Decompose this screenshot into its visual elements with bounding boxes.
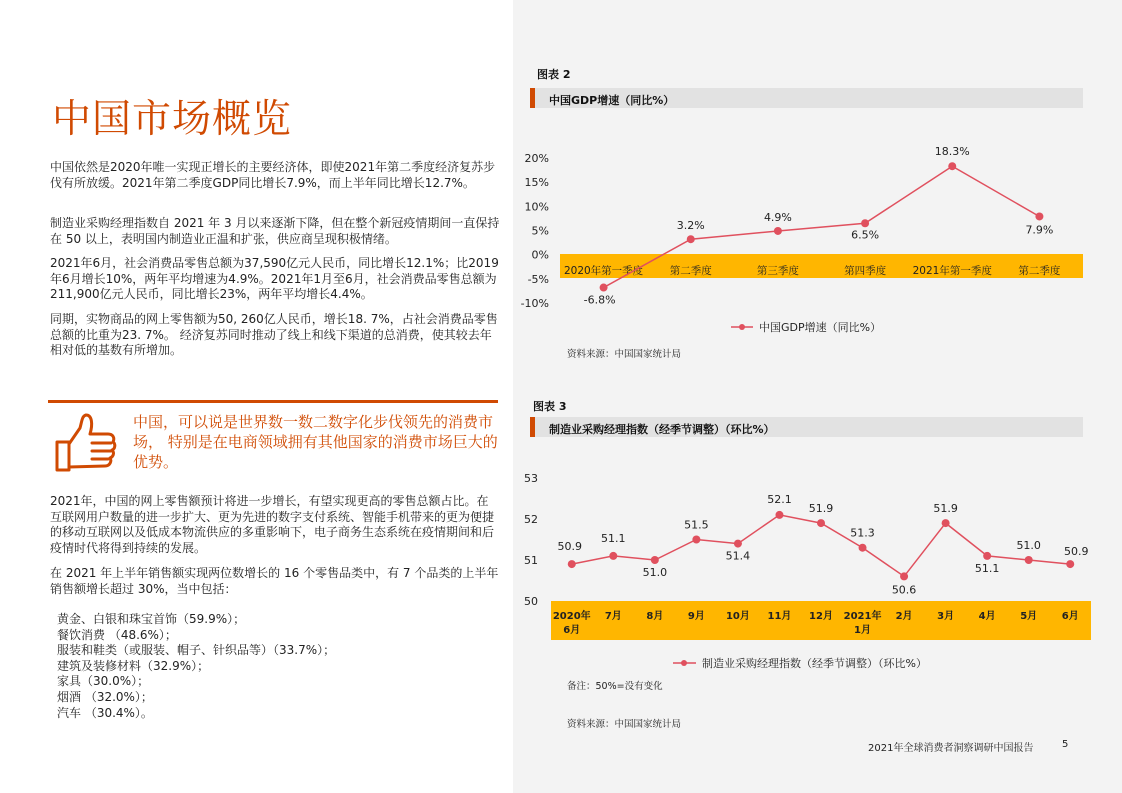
page-title: 中国市场概览 xyxy=(52,97,293,142)
data-label: -6.8% xyxy=(583,293,616,307)
data-point xyxy=(859,544,867,552)
x-category-label: 7月 xyxy=(604,611,622,622)
thumbs-up-icon xyxy=(52,412,118,474)
data-label: 51.1 xyxy=(601,531,626,545)
figure-3-header xyxy=(530,417,1083,437)
data-label: 51.5 xyxy=(684,518,709,532)
pmi-chart xyxy=(513,462,1093,672)
figure-2-accent xyxy=(530,88,535,108)
x-category-label: 6月 xyxy=(563,625,581,636)
x-category-label: 5月 xyxy=(1020,611,1038,622)
data-point xyxy=(900,572,908,580)
data-label: 18.3% xyxy=(934,145,970,159)
data-point xyxy=(651,556,659,564)
y-tick-label: 52 xyxy=(524,513,538,526)
x-category-label: 3月 xyxy=(937,611,955,622)
data-point xyxy=(687,235,695,243)
data-point xyxy=(692,536,700,544)
x-category-label: 第四季度 xyxy=(844,265,887,277)
x-category-label: 8月 xyxy=(646,611,664,622)
data-label: 51.9 xyxy=(808,502,834,516)
data-label: 51.4 xyxy=(725,549,751,563)
figure-2-header xyxy=(530,88,1083,108)
x-category-label: 第二季度 xyxy=(1018,265,1061,277)
x-category-label: 2020年 xyxy=(552,611,591,622)
y-tick-label: 51 xyxy=(524,554,538,567)
data-label: 51.9 xyxy=(933,502,958,516)
x-category-label: 第二季度 xyxy=(669,265,712,277)
right-panel xyxy=(513,0,1122,793)
data-point xyxy=(948,162,956,170)
data-label: 52.1 xyxy=(767,492,792,506)
x-category-label: 2月 xyxy=(895,611,913,622)
x-category-label: 9月 xyxy=(687,611,705,622)
legend-label: 制造业采购经理指数（经季节调整）（环比%） xyxy=(702,657,927,670)
category-item: 服装和鞋类（或服装、帽子、针织品等）（33.7%）； xyxy=(57,643,336,658)
data-label: 50.9 xyxy=(557,540,583,554)
data-point xyxy=(1035,212,1043,220)
data-point xyxy=(861,219,869,227)
y-tick-label: 5% xyxy=(531,224,549,238)
category-item: 汽车 （30.4%）。 xyxy=(57,705,153,720)
data-label: 51.3 xyxy=(850,526,875,540)
data-label: 50.6 xyxy=(891,583,917,597)
data-label: 6.5% xyxy=(851,228,880,242)
data-label: 3.2% xyxy=(676,219,705,233)
page-number: 5 xyxy=(1062,739,1069,750)
callout-text: 中国，可以说是世界数一数二数字化步伐领先的消费市场， 特别是在电商领域拥有其他国家的消费市场巨大的优势。 xyxy=(133,413,498,471)
y-tick-label: 53 xyxy=(524,472,538,485)
ecommerce-paragraph: 2021年，中国的网上零售额预计将进一步增长，有望实现更高的零售总额占比。在互联网用户数量的进一步扩大、更为先进的数字支付系统、智能手机带来的更为便捷的移动互联网以及低成本物流供应的多重影响下，电子商务生态系统在疫情期间和后疫情时代将得到持续的发展。 xyxy=(50,494,495,555)
footer-title: 2021年全球消费者洞察调研中国报告 xyxy=(868,743,1034,754)
y-tick-label: -5% xyxy=(527,272,549,286)
x-category-label: 2021年 xyxy=(843,611,882,622)
x-category-label: 11月 xyxy=(767,611,792,622)
data-label: 51.0 xyxy=(642,566,668,579)
data-label: 4.9% xyxy=(763,210,792,224)
intro-paragraph-2: 制造业采购经理指数自 2021 年 3 月以来逐渐下降，但在整个新冠疫情期间一直保持在 50 以上，表明国内制造业正温和扩张，供应商呈现积极情绪。 xyxy=(50,216,500,246)
category-item: 家具（30.0%）； xyxy=(57,674,150,689)
legend-label: 中国GDP增速（同比%） xyxy=(759,321,882,334)
x-category-label: 12月 xyxy=(809,611,833,622)
x-category-label: 1月 xyxy=(854,625,872,636)
category-item: 黄金、白银和珠宝首饰（59.9%）； xyxy=(57,612,246,626)
figure-2-title: 中国GDP增速（同比%） xyxy=(549,94,675,107)
figure-3-note: 备注：50%=没有变化 xyxy=(567,681,663,692)
data-label: 51.0 xyxy=(1016,539,1041,552)
x-category-label: 6月 xyxy=(1061,611,1079,622)
y-tick-label: 15% xyxy=(524,176,549,190)
legend-marker xyxy=(681,660,687,666)
data-label: 50.9 xyxy=(1063,545,1089,559)
figure-3-title: 制造业采购经理指数（经季节调整）（环比%） xyxy=(549,423,775,436)
figure-3-accent xyxy=(530,417,535,437)
category-item: 烟酒 （32.0%）； xyxy=(57,689,153,704)
data-point xyxy=(1025,556,1033,564)
x-category-label: 第三季度 xyxy=(756,265,799,277)
category-item: 餐饮消费 （48.6%）； xyxy=(57,627,177,642)
data-point xyxy=(609,552,617,560)
categories-list xyxy=(57,612,497,721)
data-point xyxy=(1066,560,1074,568)
x-category-label: 10月 xyxy=(725,611,750,622)
intro-paragraph-3: 2021年6月，社会消费品零售总额为37,590亿元人民币，同比增长12.1%；比2019年6月增长10%，两年平均增速为4.9%。2021年1月至6月，社会消费品零售总额为211,900亿元人民币，同比增长23%，两年平均增长4.4%。 xyxy=(50,256,499,301)
data-point xyxy=(942,519,950,527)
y-tick-label: 50 xyxy=(524,595,538,608)
category-item: 建筑及装修材料（32.9%）； xyxy=(57,658,210,673)
data-point xyxy=(568,560,576,568)
y-tick-label: -10% xyxy=(520,297,549,310)
data-point xyxy=(600,284,608,292)
data-point xyxy=(983,552,991,560)
figure-3-label: 图表 3 xyxy=(533,400,567,413)
legend-marker xyxy=(739,324,745,330)
data-point xyxy=(775,511,783,519)
y-tick-label: 20% xyxy=(524,152,549,165)
x-category-label: 2020年第一季度 xyxy=(563,265,644,277)
x-category-label: 4月 xyxy=(978,611,996,622)
data-label: 7.9% xyxy=(1025,223,1054,237)
callout-divider xyxy=(48,400,498,403)
data-label: 51.1 xyxy=(974,561,1000,575)
y-tick-label: 10% xyxy=(524,200,549,214)
figure-3-source: 资料来源：中国国家统计局 xyxy=(567,719,682,730)
x-category-label: 2021年第一季度 xyxy=(912,265,992,277)
data-point xyxy=(734,540,742,548)
data-point xyxy=(774,227,782,235)
y-tick-label: 0% xyxy=(531,248,549,262)
intro-paragraph-1: 中国依然是2020年唯一实现正增长的主要经济体，即使2021年第二季度经济复苏步伐有所放缓。2021年第二季度GDP同比增长7.9%，而上半年同比增长12.7%。 xyxy=(50,160,496,190)
figure-2-label: 图表 2 xyxy=(537,68,571,81)
data-point xyxy=(817,519,825,527)
intro-paragraph-4: 同期，实物商品的网上零售额为50, 260亿人民币，增长18. 7%，占社会消费品零售总额的比重为23. 7%。 经济复苏同时推动了线上和线下渠道的总消费，使其较去年相对低的基数有所增加。 xyxy=(50,312,498,357)
gdp-growth-chart xyxy=(513,140,1093,340)
categories-intro-paragraph: 在 2021 年上半年销售额实现两位数增长的 16 个零售品类中，有 7 个品类的上半年销售额增长超过 30%，当中包括： xyxy=(50,566,499,596)
figure-2-source: 资料来源：中国国家统计局 xyxy=(567,349,682,360)
